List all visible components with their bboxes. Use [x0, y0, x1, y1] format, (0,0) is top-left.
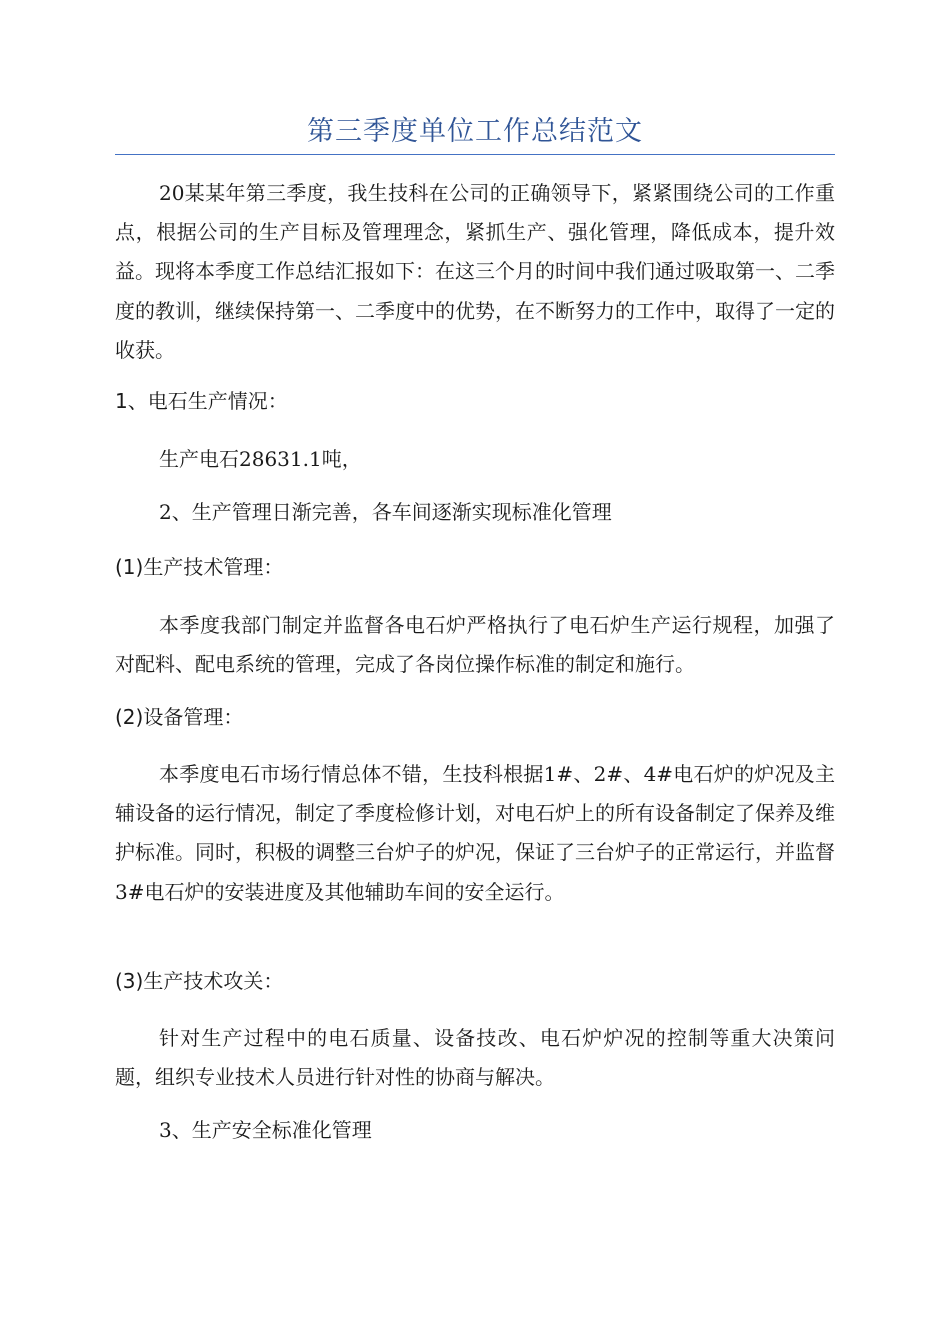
subsection-2-heading: (2)设备管理：	[115, 705, 244, 729]
subsection-3-heading: (3)生产技术攻关：	[115, 969, 284, 993]
section-1-heading: 1、电石生产情况：	[115, 389, 288, 413]
subsection-1-body: 本季度我部门制定并监督各电石炉严格执行了电石炉生产运行规程，加强了对配料、配电系统的管理，完成了各岗位操作标准的制定和施行。	[115, 613, 835, 677]
intro-paragraph: 20某某年第三季度，我生技科在公司的正确领导下，紧紧围绕公司的工作重点，根据公司的生产目标及管理理念，紧抓生产、强化管理，降低成本，提升效益。现将本季度工作总结汇报如下：在这三个月的时间中我们通过吸取第一、二季度的教训，继续保持第一、二季度中的优势，在不断努力的工作中，取得了一定的收获。	[115, 181, 835, 362]
subsection-2-body: 本季度电石市场行情总体不错，生技科根据1#、2#、4#电石炉的炉况及主辅设备的运行情况，制定了季度检修计划，对电石炉上的所有设备制定了保养及维护标准。同时，积极的调整三台炉子的炉况，保证了三台炉子的正常运行，并监督3#电石炉的安装进度及其他辅助车间的安全运行。	[115, 762, 835, 904]
title-underline	[115, 154, 835, 155]
section-1-body: 生产电石28631.1吨，	[159, 447, 362, 471]
subsection-1-heading: (1)生产技术管理：	[115, 555, 284, 579]
section-3-heading: 3、生产安全标准化管理	[159, 1118, 372, 1142]
subsection-3-body: 针对生产过程中的电石质量、设备技改、电石炉炉况的控制等重大决策问题，组织专业技术人员进行针对性的协商与解决。	[115, 1026, 835, 1090]
section-2-heading: 2、生产管理日渐完善，各车间逐渐实现标准化管理	[159, 500, 612, 524]
document-title: 第三季度单位工作总结范文	[307, 116, 643, 147]
